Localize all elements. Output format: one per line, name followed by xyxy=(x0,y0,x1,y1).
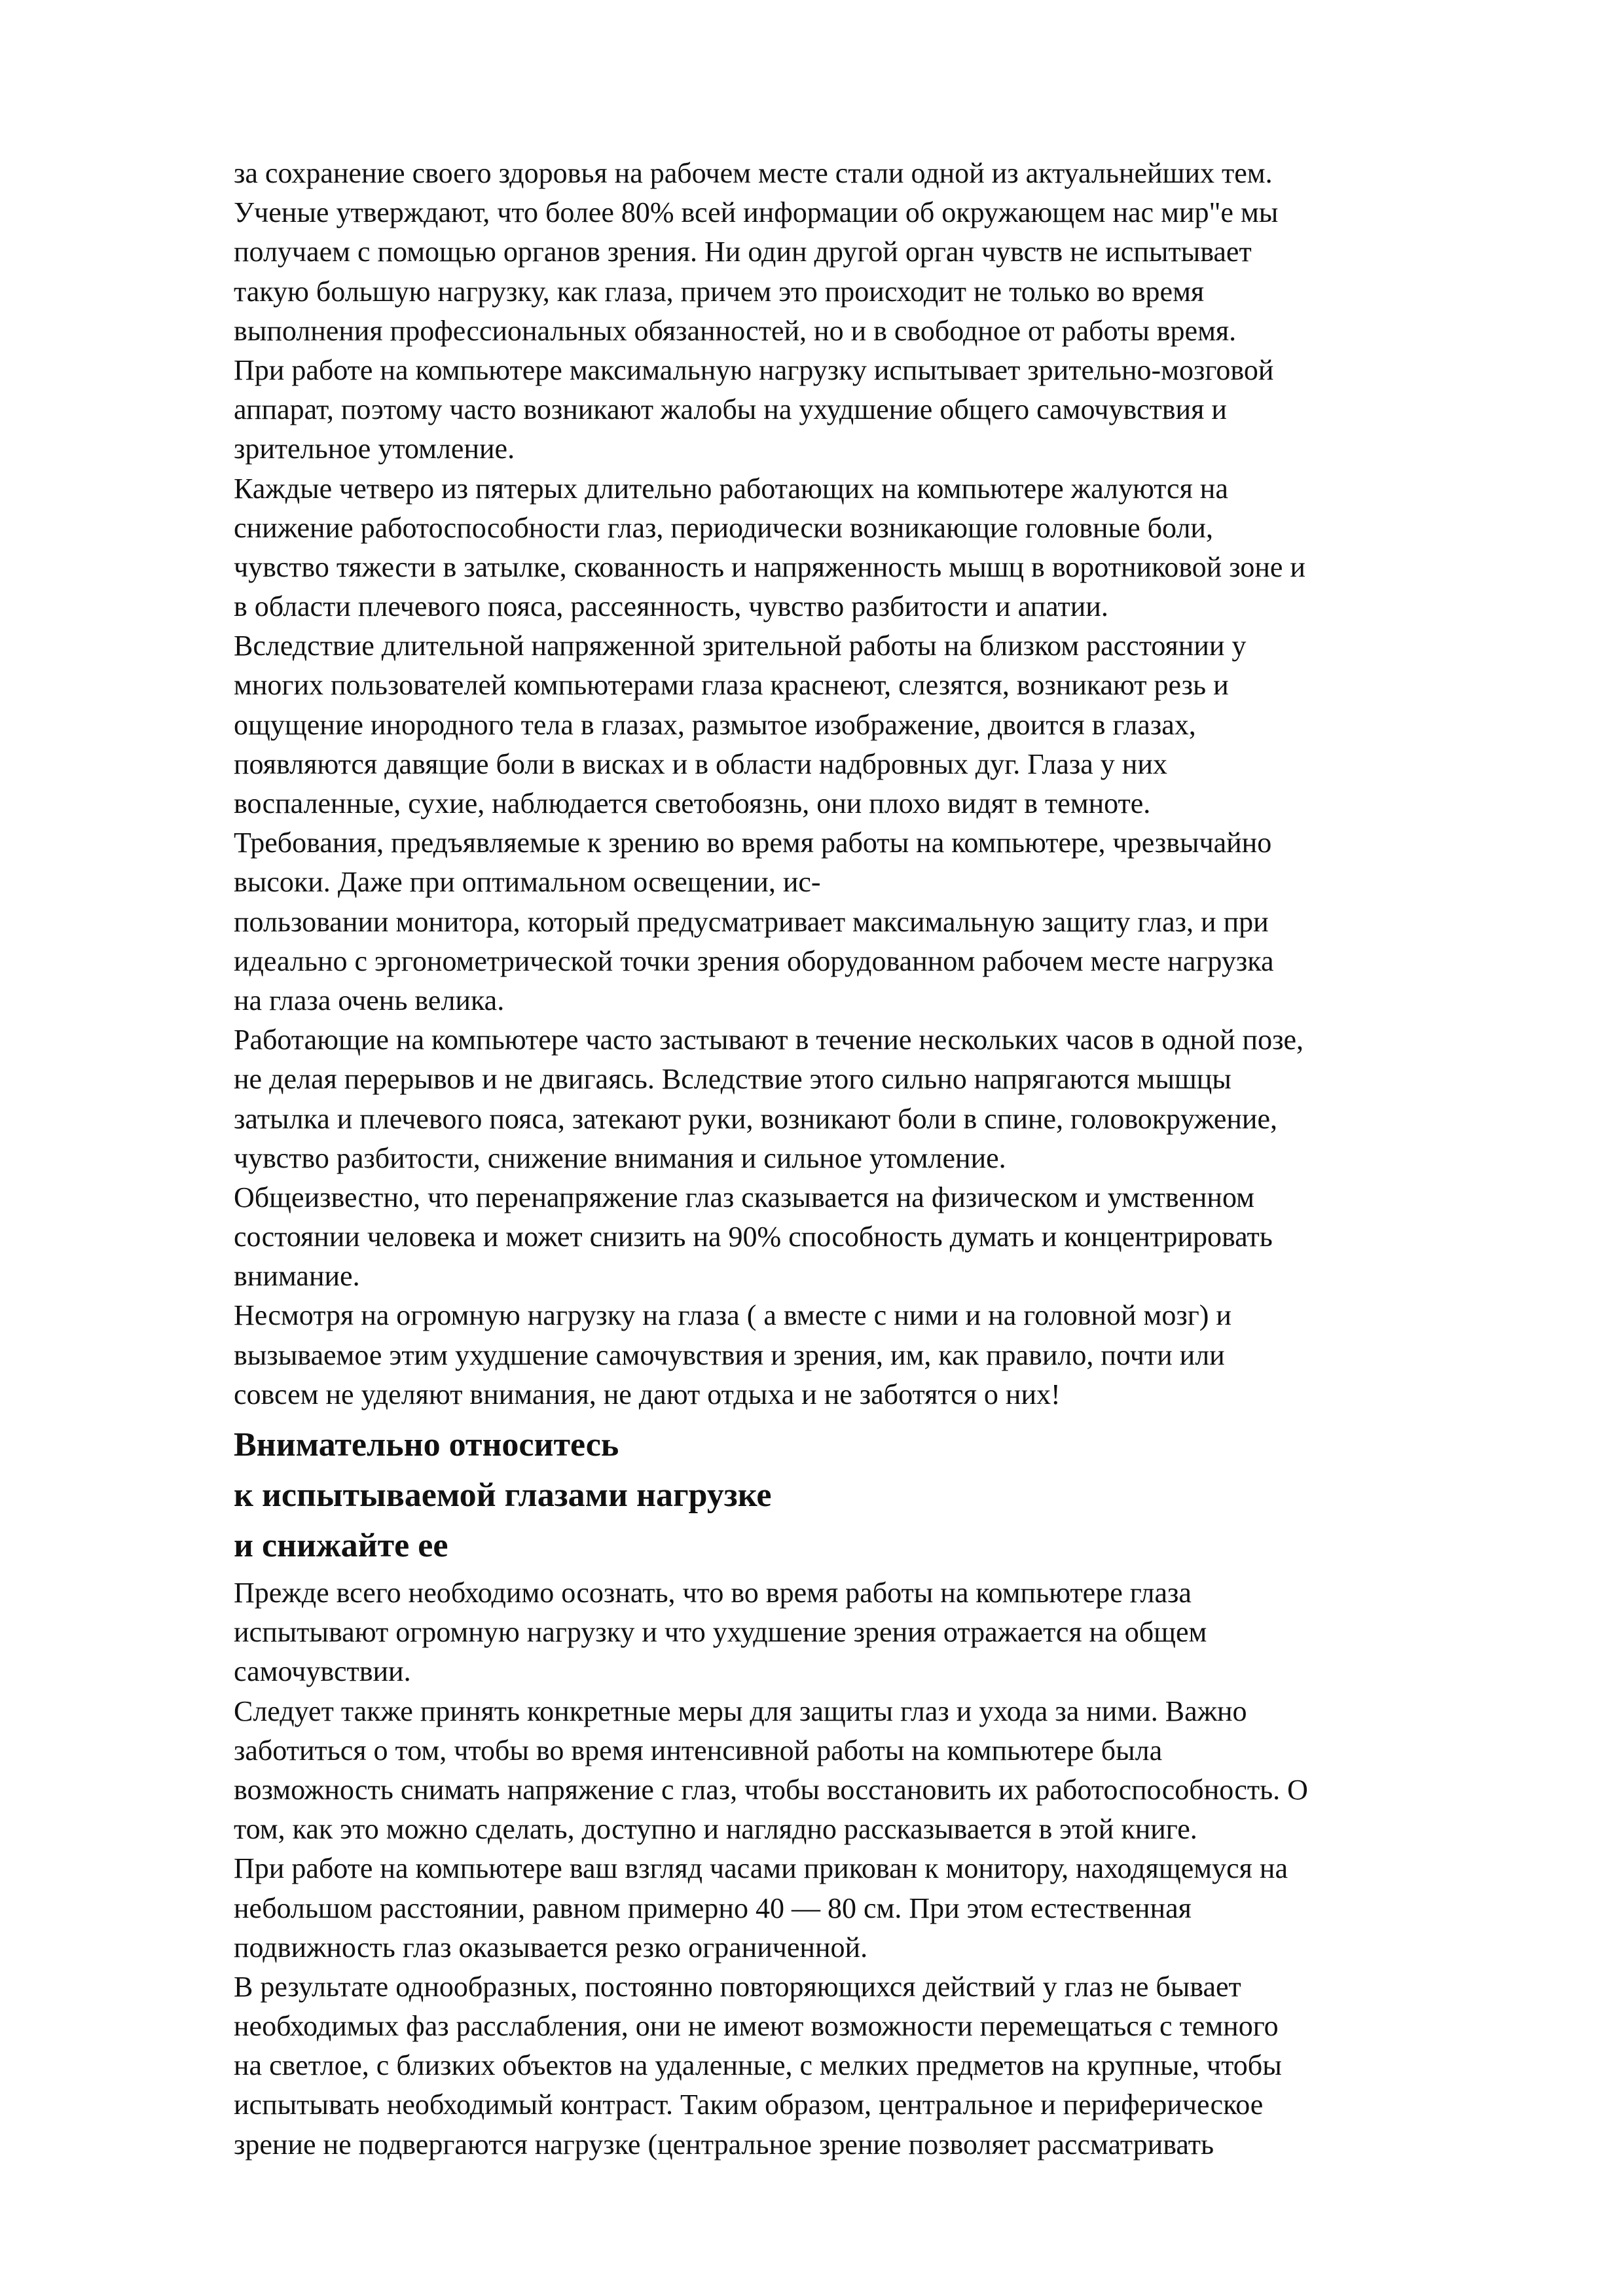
text-line: на светлое, с близких объектов на удаленные, с мелких предметов на крупные, чтобы xyxy=(234,2049,1282,2082)
text-line: заботиться о том, чтобы во время интенсивной работы на компьютере была xyxy=(234,1734,1163,1767)
text-line: такую большую нагрузку, как глаза, причем это происходит не только во время xyxy=(234,275,1205,308)
text-line: Вследствие длительной напряженной зрительной работы на близком расстоянии у xyxy=(234,630,1247,662)
text-line: испытывают огромную нагрузку и что ухудшение зрения отражается на общем xyxy=(234,1616,1207,1649)
text-line: зрение не подвергаются нагрузке (центральное зрение позволяет рассматривать xyxy=(234,2128,1214,2161)
text-line: появляются давящие боли в висках и в области надбровных дуг. Глаза у них xyxy=(234,747,1167,780)
heading-line: к испытываемой глазами нагрузке xyxy=(234,1477,772,1514)
heading-line: и снижайте ее xyxy=(234,1527,448,1564)
text-line: Требования, предъявляемые к зрению во время работы на компьютере, чрезвычайно xyxy=(234,827,1272,859)
text-line: Несмотря на огромную нагрузку на глаза ( а вместе с ними и на головной мозг) и xyxy=(234,1299,1231,1332)
text-line: Работающие на компьютере часто застывают в течение нескольких часов в одной позе, xyxy=(234,1024,1304,1056)
text-line: Следует также принять конкретные меры для защиты глаз и ухода за ними. Важно xyxy=(234,1695,1247,1727)
text-line: чувство тяжести в затылке, скованность и напряженность мышц в воротниковой зоне и xyxy=(234,550,1305,583)
text-line: Прежде всего необходимо осознать, что во время работы на компьютере глаза xyxy=(234,1577,1192,1609)
text-line: вызываемое этим ухудшение самочувствия и зрения, им, как правило, почти или xyxy=(234,1338,1225,1371)
text-line: за сохранение своего здоровья на рабочем месте стали одной из актуальнейших тем. xyxy=(234,157,1273,189)
text-line: При работе на компьютере максимальную нагрузку испытывает зрительно-мозговой xyxy=(234,353,1274,386)
text-line: При работе на компьютере ваш взгляд часами прикован к монитору, находящемуся на xyxy=(234,1852,1288,1885)
text-line: высоки. Даже при оптимальном освещении, ис- xyxy=(234,866,821,899)
text-line: идеально с эргонометрической точки зрения оборудованном рабочем месте нагрузка xyxy=(234,944,1274,977)
text-line: небольшом расстоянии, равном примерно 40 — 80 см. При этом естественная xyxy=(234,1892,1192,1924)
text-line: получаем с помощью органов зрения. Ни один другой орган чувств не испытывает xyxy=(234,236,1252,268)
text-line: многих пользователей компьютерами глаза краснеют, слезятся, возникают резь и xyxy=(234,669,1229,702)
text-line: состоянии человека и может снизить на 90% способность думать и концентрировать xyxy=(234,1221,1273,1253)
text-line: воспаленные, сухие, наблюдается светобоязнь, они плохо видят в темноте. xyxy=(234,787,1151,819)
heading-line: Внимательно относитесь xyxy=(234,1426,619,1463)
text-line: выполнения профессиональных обязанностей, но и в свободное от работы время. xyxy=(234,314,1237,347)
text-block-intro xyxy=(234,154,1530,1414)
text-line: зрительное утомление. xyxy=(234,433,515,465)
document-page xyxy=(234,154,1530,2164)
text-line: том, как это можно сделать, доступно и наглядно рассказывается в этой книге. xyxy=(234,1813,1197,1846)
text-line: самочувствии. xyxy=(234,1655,411,1688)
text-line: подвижность глаз оказывается резко ограниченной. xyxy=(234,1931,868,1964)
text-line: пользовании монитора, который предусматривает максимальную защиту глаз, и при xyxy=(234,905,1269,938)
text-line: Каждые четверо из пятерых длительно работающих на компьютере жалуются на xyxy=(234,472,1228,505)
text-block-section xyxy=(234,1573,1530,2164)
text-line: Общеизвестно, что перенапряжение глаз сказывается на физическом и умственном xyxy=(234,1181,1254,1213)
text-line: необходимых фаз расслабления, они не имеют возможности перемещаться с темного xyxy=(234,2010,1279,2043)
text-line: на глаза очень велика. xyxy=(234,984,505,1016)
text-line: чувство разбитости, снижение внимания и сильное утомление. xyxy=(234,1141,1006,1174)
text-line: испытывать необходимый контраст. Таким образом, центральное и периферическое xyxy=(234,2089,1264,2121)
text-line: аппарат, поэтому часто возникают жалобы на ухудшение общего самочувствия и xyxy=(234,393,1227,426)
text-line: ощущение инородного тела в глазах, размытое изображение, двоится в глазах, xyxy=(234,708,1196,741)
text-line: внимание. xyxy=(234,1260,360,1293)
text-line: не делая перерывов и не двигаясь. Вследствие этого сильно напрягаются мышцы xyxy=(234,1063,1231,1096)
text-line: затылка и плечевого пояса, затекают руки, возникают боли в спине, головокружение, xyxy=(234,1102,1277,1135)
text-line: снижение работоспособности глаз, периодически возникающие головные боли, xyxy=(234,511,1213,544)
text-line: В результате однообразных, постоянно повторяющихся действий у глаз не бывает xyxy=(234,1970,1241,2003)
text-line: в области плечевого пояса, рассеянность, чувство разбитости и апатии. xyxy=(234,590,1108,623)
text-line: Ученые утверждают, что более 80% всей информации об окружающем нас мир"е мы xyxy=(234,196,1279,229)
section-heading xyxy=(234,1420,1530,1571)
text-line: совсем не уделяют внимания, не дают отдыха и не заботятся о них! xyxy=(234,1378,1061,1410)
text-line: возможность снимать напряжение с глаз, чтобы восстановить их работоспособность. О xyxy=(234,1773,1308,1806)
